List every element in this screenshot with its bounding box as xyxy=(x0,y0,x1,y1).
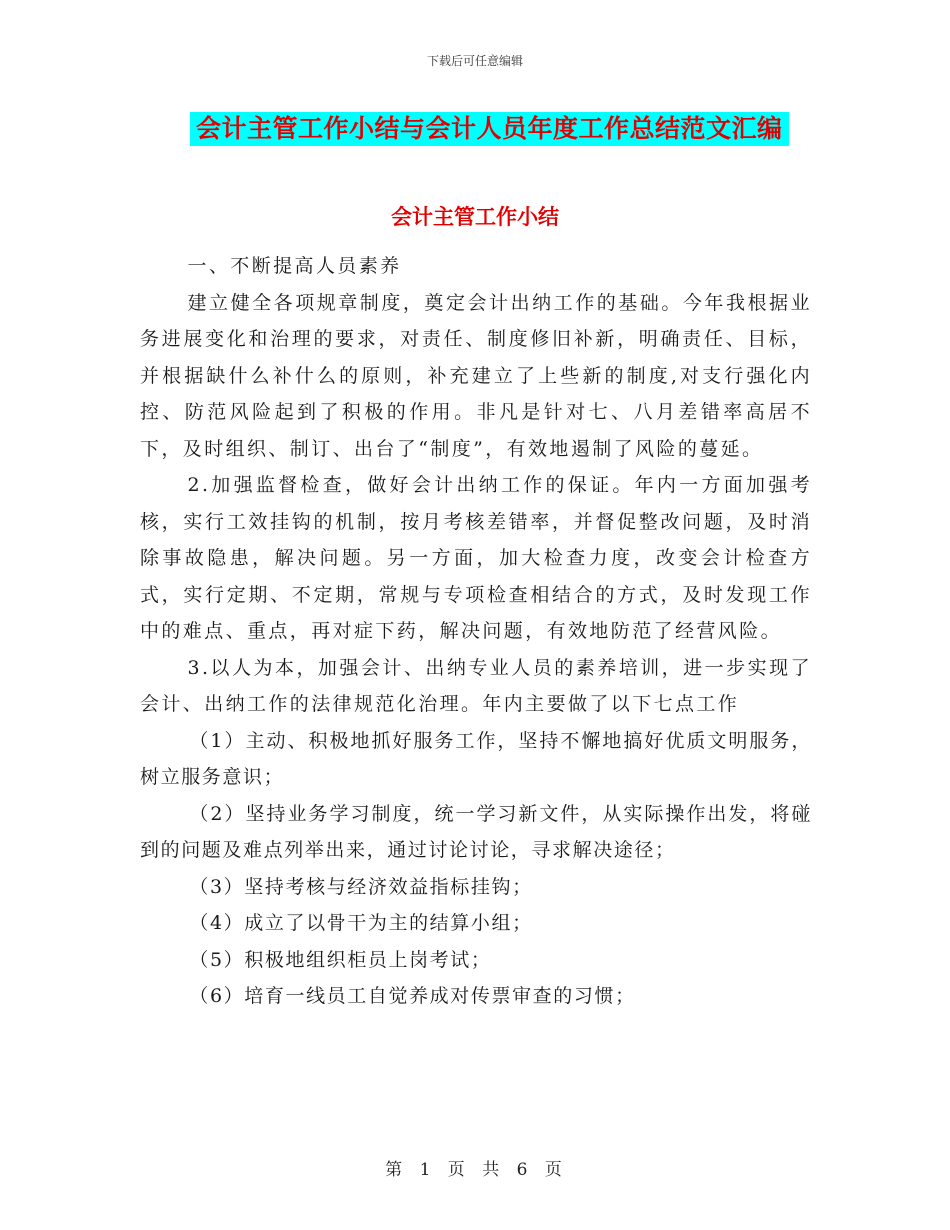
list-item: （1）主动、积极地抓好服务工作，坚持不懈地搞好优质文明服务，树立服务意识； xyxy=(140,729,812,788)
list-item: （4）成立了以骨干为主的结算小组； xyxy=(189,912,533,934)
body-paragraph: 建立健全各项规章制度，奠定会计出纳工作的基础。今年我根据业务进展变化和治理的要求，对责任、制度修旧补新，明确责任、目标，并根据缺什么补什么的原则，补充建立了上些新的制度,对支行强化内控、防范风险起到了积极的作用。非凡是针对七、八月差错率高居不下，及时组织、制订、出台了“制度”，有效地遏制了风险的蔓延。 xyxy=(140,291,812,460)
main-title-highlight xyxy=(190,112,789,146)
body-paragraph: 2.加强监督检查，做好会计出纳工作的保证。年内一方面加强考核，实行工效挂钩的机制，按月考核差错率，并督促整改问题，及时消除事故隐患，解决问题。另一方面，加大检查力度，改变会计检查方式，实行定期、不定期，常规与专项检查相结合的方式，及时发现工作中的难点、重点，再对症下药，解决问题，有效地防范了经营风险。 xyxy=(140,474,812,642)
body-paragraph: 3.以人为本，加强会计、出纳专业人员的素养培训，进一步实现了会计、出纳工作的法律规范化治理。年内主要做了以下七点工作 xyxy=(140,656,812,715)
page-header-note: 下载后可任意编辑 xyxy=(426,54,523,68)
list-item: （5）积极地组织柜员上岗考试； xyxy=(189,948,492,971)
document-body xyxy=(140,248,812,1015)
page-number-footer: 第 1 页 共 6 页 xyxy=(385,1160,565,1180)
list-item: （6）培育一线员工自觉养成对传票审查的习惯； xyxy=(189,985,636,1007)
list-item: （2）坚持业务学习制度，统一学习新文件，从实际操作出发，将碰到的问题及难点列举出来，通过讨论讨论，寻求解决途径； xyxy=(140,802,812,861)
main-title: 会计主管工作小结与会计人员年度工作总结范文汇编 xyxy=(196,114,783,143)
heading-paragraph: 一、不断提高人员素养 xyxy=(187,255,402,277)
list-item: （3）坚持考核与经济效益指标挂钩； xyxy=(189,875,533,898)
section-title: 会计主管工作小结 xyxy=(391,205,559,229)
